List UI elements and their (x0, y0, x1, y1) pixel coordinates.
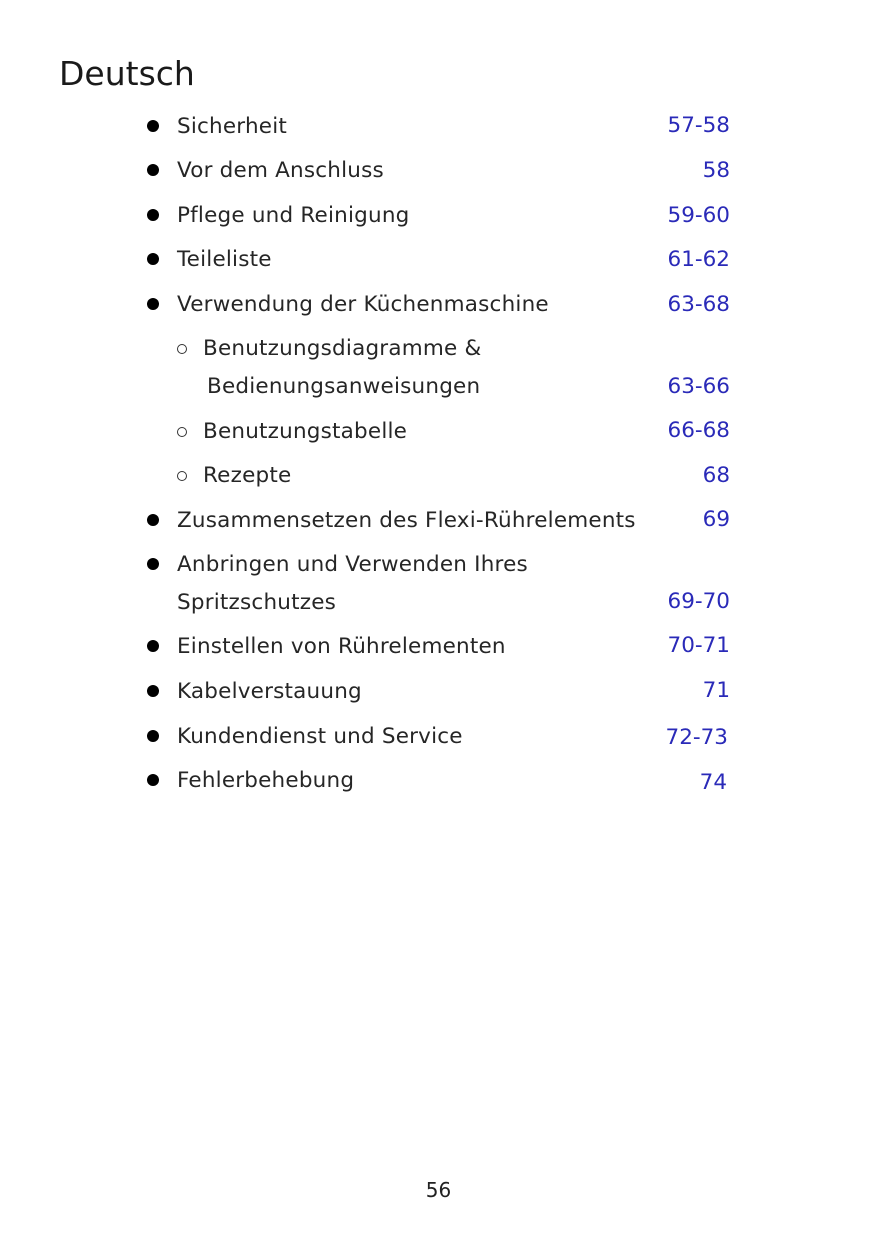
toc-entry-zusammensetzen[interactable] (0, 506, 877, 536)
toc-entry-label: Kundendienst und Service (177, 724, 463, 749)
hollow-bullet-icon (177, 471, 187, 481)
toc-subentry-benutzungsdiagramme[interactable] (0, 334, 877, 364)
toc-entry-pages: 63-68 (667, 292, 730, 317)
toc-entry-pages: 68 (702, 463, 730, 488)
toc-entry-label: Zusammensetzen des Flexi-Rührelements (177, 508, 636, 533)
toc-entry-fehlerbehebung[interactable] (0, 766, 877, 796)
toc-entry-pages: 61-62 (667, 247, 730, 272)
bullet-icon (147, 640, 159, 652)
bullet-icon (147, 164, 159, 176)
bullet-icon (147, 298, 159, 310)
toc-entry-label: Vor dem Anschluss (177, 158, 384, 183)
toc-subentry-rezepte[interactable] (0, 461, 877, 491)
toc-entry-pages: 57-58 (667, 113, 730, 138)
bullet-icon (147, 774, 159, 786)
toc-entry-pages: 69 (702, 507, 730, 532)
toc-entry-pages: 63-66 (667, 374, 730, 399)
toc-entry-label: Kabelverstauung (177, 679, 362, 704)
bullet-icon (147, 209, 159, 221)
toc-entry-einstellen[interactable] (0, 632, 877, 662)
bullet-icon (147, 730, 159, 742)
toc-entry-pages: 69-70 (667, 589, 730, 614)
toc-entry-label: Benutzungstabelle (203, 419, 408, 444)
toc-entry-label-line2: Spritzschutzes (177, 590, 337, 615)
bullet-icon (147, 685, 159, 697)
toc-entry-label: Teileliste (177, 247, 272, 272)
toc-entry-label: Sicherheit (177, 114, 288, 139)
toc-entry-label: Einstellen von Rührelementen (177, 634, 506, 659)
toc-entry-pages: 58 (702, 158, 730, 183)
toc-entry-sicherheit[interactable] (0, 112, 877, 142)
hollow-bullet-icon (177, 344, 187, 354)
toc-entry-label-line2: Bedienungsanweisungen (207, 374, 481, 399)
toc-entry-vor-dem-anschluss[interactable] (0, 156, 877, 186)
toc-entry-anbringen[interactable] (0, 550, 877, 580)
toc-entry-label: Pflege und Reinigung (177, 203, 410, 228)
toc-entry-pages: 59-60 (667, 203, 730, 228)
toc-subentry-benutzungstabelle[interactable] (0, 417, 877, 447)
toc-entry-pages: 74 (699, 770, 727, 795)
toc-entry-pages: 71 (702, 678, 730, 703)
toc-entry-pflege-und-reinigung[interactable] (0, 201, 877, 231)
toc-entry-label: Fehlerbehebung (177, 768, 355, 793)
toc-entry-pages: 66-68 (667, 418, 730, 443)
toc-entry-label: Rezepte (203, 463, 292, 488)
toc-entry-label-line1: Anbringen und Verwenden Ihres (177, 552, 528, 577)
toc-entry-verwendung-der-kuechenmaschine[interactable] (0, 290, 877, 320)
toc-entry-label: Verwendung der Küchenmaschine (177, 292, 549, 317)
toc-entry-kabelverstauung[interactable] (0, 677, 877, 707)
bullet-icon (147, 558, 159, 570)
toc-subentry-benutzungsdiagramme-continued[interactable] (0, 372, 877, 402)
bullet-icon (147, 253, 159, 265)
toc-entry-pages: 70-71 (667, 633, 730, 658)
bullet-icon (147, 514, 159, 526)
hollow-bullet-icon (177, 427, 187, 437)
toc-entry-pages: 72-73 (665, 725, 728, 750)
bullet-icon (147, 120, 159, 132)
toc-entry-anbringen-continued[interactable] (0, 588, 877, 618)
toc-entry-label-line1: Benutzungsdiagramme & (203, 336, 482, 361)
page-number: 56 (425, 1178, 452, 1202)
toc-entry-kundendienst[interactable] (0, 722, 877, 752)
toc-entry-teileliste[interactable] (0, 245, 877, 275)
page-heading: Deutsch (59, 54, 195, 93)
